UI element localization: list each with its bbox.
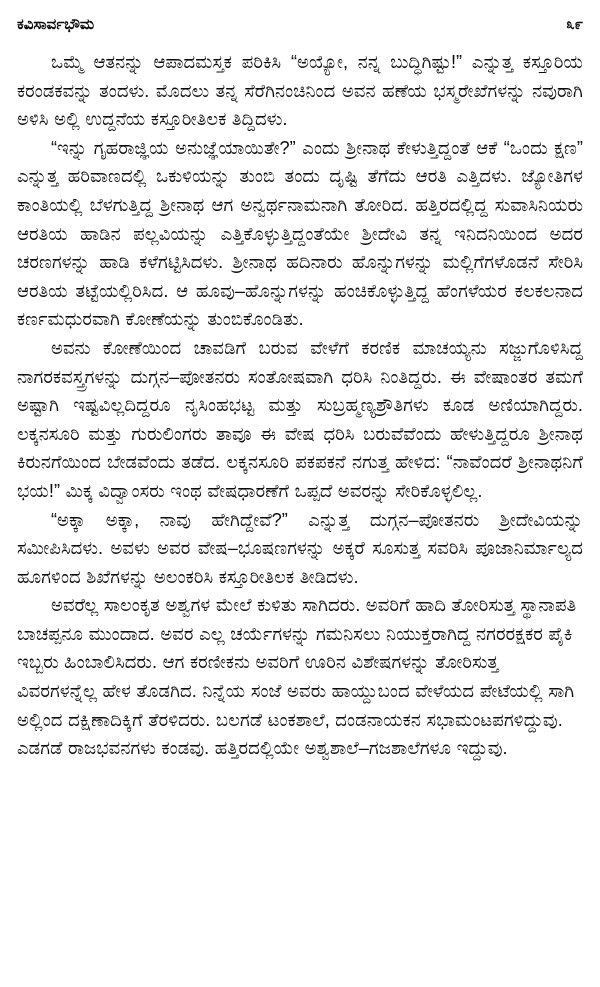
paragraph: “ಅಕ್ಕಾ ಅಕ್ಕಾ, ನಾವು ಹೇಗಿದ್ದೇವೆ?” ಎನ್ನುತ್ತ ದುಗ್ಗನ–ಪೋತನರು ಶ್ರೀದೇವಿಯನ್ನು ಸಮೀಪಿಸಿದಳು. ಅವಳು ಅವರ ವೇಷ–ಭೂಷಣಗಳನ್ನು ಅಕ್ಕರೆ ಸೂಸುತ್ತ ಸವರಿಸಿ ಪೂಜಾನಿರ್ಮಾಲ್ಯದ ಹೂಗಳಿಂದ ಶಿಖೆಗಳನ್ನು ಅಲಂಕರಿಸಿ ಕಸ್ತೂರೀತಿಲಕ ತೀಡಿದಳು. <box>17 509 583 587</box>
book-title-running-head: ಕವಿಸಾರ್ವಭೌಮ <box>17 17 95 33</box>
page-body-text <box>17 48 583 763</box>
running-head <box>17 16 583 34</box>
page-number: ೩೯ <box>566 17 583 33</box>
paragraph: “ಇನ್ನು ಗೃಹರಾಜ್ಞಿಯ ಅನುಜ್ಞೆಯಾಯಿತೇ?” ಎಂದು ಶ್ರೀನಾಥ ಕೇಳುತ್ತಿದ್ದಂತೆ ಆಕೆ “ಒಂದು ಕ್ಷಣ” ಎನ್ನುತ್ತ ಹರಿವಾಣದಲ್ಲಿ ಒಕುಳಿಯನ್ನು ತುಂಬಿ ತಂದು ದೃಷ್ಟಿ ತೆಗೆದು ಆರತಿ ಎತ್ತಿದಳು. ಜ್ಯೋತಿಗಳ ಕಾಂತಿಯಲ್ಲಿ ಬೆಳಗುತ್ತಿದ್ದ ಶ್ರೀನಾಥ ಆಗ ಅನ್ವರ್ಥನಾಮನಾಗಿ ತೋರಿದ. ಹತ್ತಿರದಲ್ಲಿದ್ದ ಸುವಾಸಿನಿಯರು ಆರತಿಯ ಹಾಡಿನ ಪಲ್ಲವಿಯನ್ನು ಎತ್ತಿಕೊಳ್ಳುತ್ತಿದ್ದಂತೆಯೇ ಶ್ರೀದೇವಿ ತನ್ನ ಇನಿದನಿಯಿಂದ ಅದರ ಚರಣಗಳನ್ನು ಹಾಡಿ ಕಳೆಗಟ್ಟಿಸಿದಳು. ಶ್ರೀನಾಥ ಹದಿನಾರು ಹೊನ್ನುಗಳನ್ನು ಮಲ್ಲಿಗೆಗಳೊಡನೆ ಸೇರಿಸಿ ಆರತಿಯ ತಟ್ಟೆಯಲ್ಲಿರಿಸಿದ. ಆ ಹೂವು–ಹೊನ್ನುಗಳನ್ನು ಹಂಚಿಕೊಳ್ಳುತ್ತಿದ್ದ ಹೆಂಗಳೆಯರ ಕಲಕಲನಾದ ಕರ್ಣಮಧುರವಾಗಿ ಕೋಣೆಯನ್ನು ತುಂಬಿಕೊಂಡಿತು. <box>17 137 583 330</box>
paragraph: ಅವರೆಲ್ಲ ಸಾಲಂಕೃತ ಅಶ್ವಗಳ ಮೇಲೆ ಕುಳಿತು ಸಾಗಿದರು. ಅವರಿಗೆ ಹಾದಿ ತೋರಿಸುತ್ತ ಸ್ಥಾನಾಪತಿ ಬಾಚಪ್ಪನೂ ಮುಂದಾದ. ಅವರ ಎಲ್ಲ ಚರ್ಯೆಗಳನ್ನು ಗಮನಿಸಲು ನಿಯುಕ್ತರಾಗಿದ್ದ ನಗರರಕ್ಷಕರ ಪೈಕಿ ಇಬ್ಬರು ಹಿಂಬಾಲಿಸಿದರು. ಆಗ ಕರಣೀಕನು ಅವರಿಗೆ ಊರಿನ ವಿಶೇಷಗಳನ್ನು ತೋರಿಸುತ್ತ ವಿವರಗಳನ್ನೆಲ್ಲ ಹೇಳ ತೊಡಗಿದ. ನಿನ್ನೆಯ ಸಂಜೆ ಅವರು ಹಾಯ್ದುಬಂದ ವೇಳೆಯದ ಪೇಟೆಯಲ್ಲಿ ಸಾಗಿ ಅಲ್ಲಿಂದ ದಕ್ಷಿಣಾದಿಕ್ಕಿಗೆ ತೆರಳಿದರು. ಬಲಗಡೆ ಟಂಕಶಾಲೆ, ದಂಡನಾಯಕನ ಸಭಾಮಂಟಪಗಳಿದ್ದುವು. ಎಡಗಡೆ ರಾಜಭವನಗಳು ಕಂಡವು. ಹತ್ತಿರದಲ್ಲಿಯೇ ಅಶ್ವಶಾಲೆ–ಗಜಶಾಲೆಗಳೂ ಇದ್ದುವು. <box>17 595 577 759</box>
paragraph: ಅವನು ಕೋಣೆಯಿಂದ ಚಾವಡಿಗೆ ಬರುವ ವೇಳೆಗೆ ಕರಣಿಕ ಮಾಚಯ್ಯನು ಸಜ್ಜುಗೊಳಿಸಿದ್ದ ನಾಗರಕವಸ್ತ್ರಗಳನ್ನು ದುಗ್ಗನ–ಪೋತನರು ಸಂತೋಷವಾಗಿ ಧರಿಸಿ ನಿಂತಿದ್ದರು. ಈ ವೇಷಾಂತರ ತಮಗೆ ಅಷ್ಟಾಗಿ ಇಷ್ಟವಿಲ್ಲದಿದ್ದರೂ ನೃಸಿಂಹಭಟ್ಟ ಮತ್ತು ಸುಬ್ರಹ್ಮಣ್ಯಶ್ರೌತಿಗಳು ಕೂಡ ಅಣಿಯಾಗಿದ್ದರು. ಲಕ್ಕನಸೂರಿ ಮತ್ತು ಗುರುಲಿಂಗರು ತಾವೂ ಈ ವೇಷ ಧರಿಸಿ ಬರುವೆವೆಂದು ಹೇಳುತ್ತಿದ್ದರೂ ಶ್ರೀನಾಥ ಕಿರುನಗೆಯಿಂದ ಬೇಡವೆಂದು ತಡೆದ. ಲಕ್ಕನಸೂರಿ ಪಕಪಕನೆ ನಗುತ್ತ ಹೇಳಿದ: “ನಾವೆಂದರೆ ಶ್ರೀನಾಥನಿಗೆ ಭಯ!” ಮಿಕ್ಕ ವಿದ್ವಾಂಸರು ಇಂಥ ವೇಷಧಾರಣೆಗೆ ಒಪ್ಪದೆ ಅವರನ್ನು ಸೇರಿಕೊಳ್ಳಲಿಲ್ಲ. <box>17 337 583 501</box>
paragraph: ಒಮ್ಮೆ ಆತನನ್ನು ಆಪಾದಮಸ್ತಕ ಪರಿಕಿಸಿ “ಅಯ್ಯೋ, ನನ್ನ ಬುದ್ಧಿಗಿಷ್ಟು!” ಎನ್ನುತ್ತ ಕಸ್ತೂರಿಯ ಕರಂಡಕವನ್ನು ತಂದಳು. ಮೊದಲು ತನ್ನ ಸೆರೆಗಿನಂಚಿನಿಂದ ಅವನ ಹಣೆಯ ಭಸ್ಮರೇಖೆಗಳನ್ನು ನವುರಾಗಿ ಅಳಿಸಿ ಅಲ್ಲಿ ಉದ್ದನೆಯ ಕಸ್ತೂರೀತಿಲಕ ತಿದ್ದಿದಳು. <box>17 52 583 130</box>
